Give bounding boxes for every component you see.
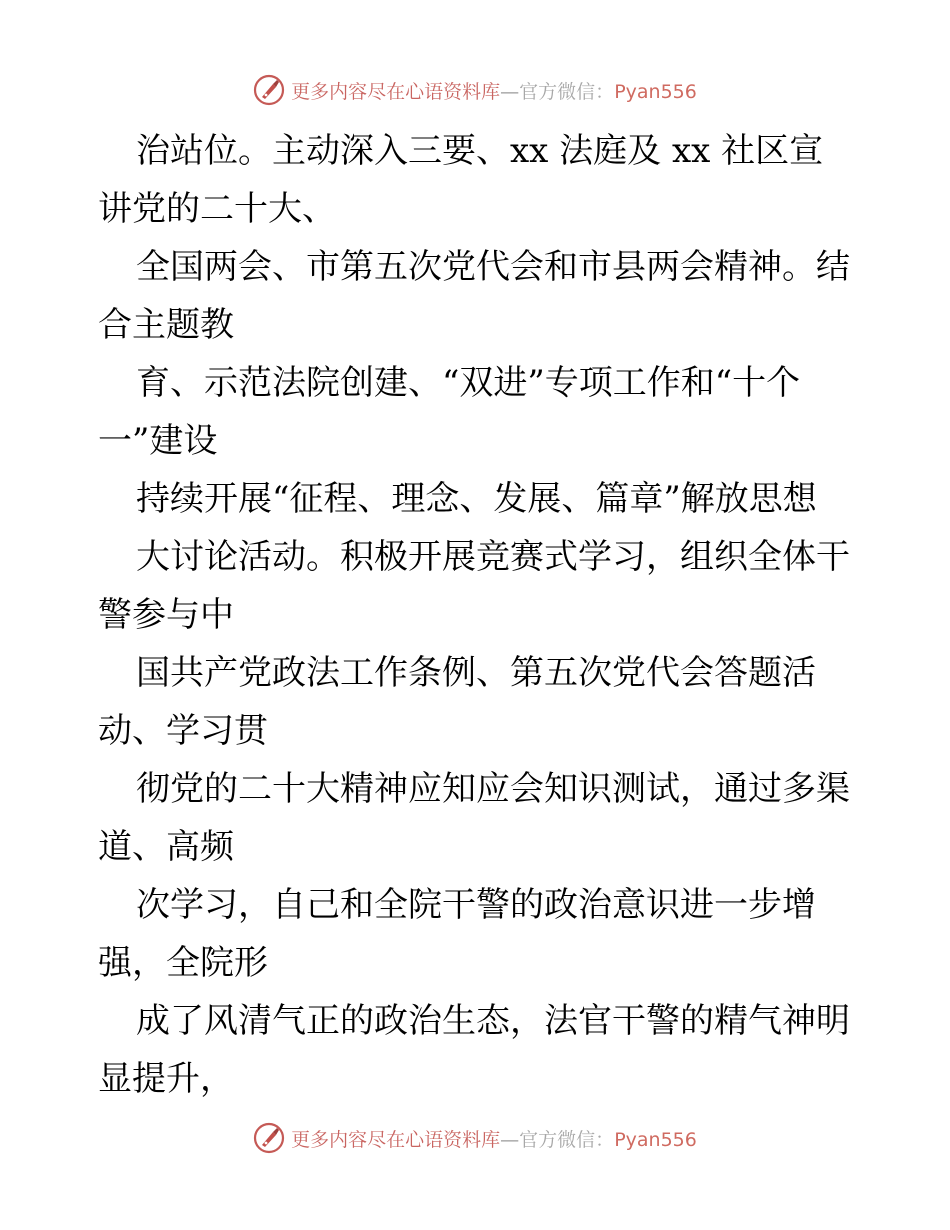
text-line: 持续开展“征程、理念、发展、篇章”解放思想: [136, 479, 817, 519]
text-line: 育、示范法院创建、“双进”专项工作和“十个: [136, 363, 801, 403]
text-line: 次学习，自己和全院干警的政治意识进一步增: [136, 885, 816, 925]
banner-separator: —: [500, 1128, 520, 1151]
footer-banner: [0, 1118, 950, 1158]
header-banner-text: [291, 77, 697, 104]
pen-nib-logo-icon: [253, 74, 285, 106]
site-name: 更多内容尽在心语资料库: [291, 1128, 501, 1151]
wechat-label: 官方微信：: [519, 80, 615, 103]
document-body: [98, 122, 858, 1108]
text-line: 合主题教: [98, 305, 234, 345]
text-line: 道、高频: [98, 827, 234, 867]
wechat-id: Pyan556: [614, 1128, 697, 1151]
text-line: 大讨论活动。积极开展竞赛式学习，组织全体干: [136, 537, 850, 577]
text-line: 国共产党政法工作条例、第五次党代会答题活: [136, 653, 816, 693]
text-line: 动、学习贯: [98, 711, 268, 751]
text-line: 强，全院形: [98, 943, 268, 983]
wechat-label: 官方微信：: [519, 1128, 615, 1151]
text-line: 治站位。主动深入三要、xx 法庭及 xx 社区宣: [136, 131, 824, 171]
text-line: 一”建设: [98, 421, 218, 461]
header-banner-content: [253, 74, 697, 106]
header-banner: [0, 70, 950, 110]
text-line: 全国两会、市第五次党代会和市县两会精神。结: [136, 247, 850, 287]
text-line: 成了风清气正的政治生态，法官干警的精气神明: [136, 1001, 850, 1041]
footer-banner-text: [291, 1125, 697, 1152]
site-name: 更多内容尽在心语资料库: [291, 80, 501, 103]
banner-separator: —: [500, 80, 520, 103]
wechat-id: Pyan556: [614, 80, 697, 103]
text-line: 彻党的二十大精神应知应会知识测试，通过多渠: [136, 769, 850, 809]
text-line: 讲党的二十大、: [98, 189, 336, 229]
text-line: 显提升，: [98, 1059, 234, 1099]
footer-banner-content: [253, 1122, 697, 1154]
pen-nib-logo-icon: [253, 1122, 285, 1154]
text-line: 警参与中: [98, 595, 234, 635]
